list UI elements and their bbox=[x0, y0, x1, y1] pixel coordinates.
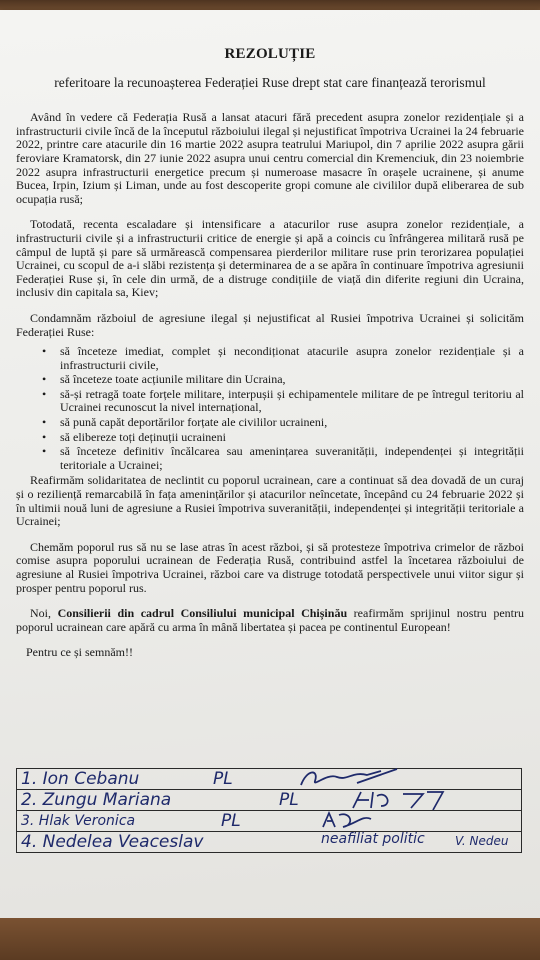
paragraph-final bbox=[16, 607, 524, 634]
signature-cell bbox=[17, 790, 522, 811]
list-item: • să-și retragă toate forțele militare, interpușii și echipamentele militare de pe întregul teritoriu al Ucrainei recunoscut la nivel internațional, bbox=[60, 388, 524, 415]
council-name: Consilierii din cadrul Consiliului municipal Chișinău bbox=[57, 606, 348, 621]
signatory-name: 2. Zungu Mariana bbox=[21, 790, 172, 810]
signoff-line: Pentru ce și semnăm!! bbox=[26, 645, 133, 660]
list-item: • să pună capăt deportărilor forțate ale civililor ucraineni, bbox=[60, 416, 524, 430]
demands-list bbox=[16, 345, 524, 472]
table-row bbox=[17, 832, 522, 853]
final-statement: reafirmăm sprijinul nostru pentru poporul ucrainean care apără cu arma în mână libertatea și pacea pe continentul European! bbox=[16, 606, 524, 634]
paragraph-context: Având în vedere că Federația Rusă a lansat atacuri fără precedent asupra zonelor rezidențiale și a infrastructurii civile încă de la începutul războiului ilegal și nejustificat împotriva Ucrainei la 24 februarie 2022, printre care atacurile din 16 martie 2022 asupra teatrului Mariupol, din 7 aprilie 2022 asupra gării feroviare Kramatorsk, din 27 iunie 2022 asupra unui centru comercial din Kremenciuk, din 23 noiembrie 2022 asupra infrastructurii energetice precum și numeroase masacre în orașele ucrainene, și anume Bucea, Irpin, Izium și Liman, unde au fost descoperite gropi comune ale civililor după eliberarea de sub ocupația rusă; bbox=[16, 110, 524, 206]
wood-surface-bottom bbox=[0, 918, 540, 960]
signature-table bbox=[16, 768, 522, 853]
table-row bbox=[17, 811, 522, 832]
list-item: • să elibereze toți deținuții ucraineni bbox=[60, 431, 524, 445]
handwritten-signature-mark bbox=[317, 809, 377, 833]
signatory-name: 1. Ion Cebanu bbox=[21, 769, 140, 789]
paragraph-solidarity: Reafirmăm solidaritatea de neclintit cu poporul ucrainean, care a continuat să dea dovadă de un curaj și o reziliență remarcabilă în fața amenințărilor și atacurilor neîncetate, începând cu 24 februarie 2022 și în ultimii nouă luni de agresiune a Rusiei împotriva suveranității, independenței și integrității teritoriale a Ucrainei; bbox=[16, 473, 524, 529]
signatory-party: PL bbox=[213, 769, 233, 789]
signatory-name: 4. Nedelea Veaceslav bbox=[21, 832, 204, 852]
signature-cell bbox=[17, 832, 522, 853]
signatory-party: PL bbox=[279, 790, 299, 810]
table-row bbox=[17, 790, 522, 811]
document-title: REZOLUȚIE bbox=[224, 46, 316, 62]
list-item: • să înceteze definitiv încălcarea sau amenințarea suveranității, independenței și integrității teritoriale a Ucrainei; bbox=[60, 445, 524, 472]
paragraph-appeal: Chemăm poporul rus să nu se lase atras în acest război, și să protesteze împotriva crimelor de război comise asupra poporului ucrainean de Federația Rusă, contribuind astfel la încetarea războiului de agresiune al Rusiei împotriva Ucrainei, război care va distruge totodată perspectivele unui viitor sigur și prosper pentru poporul rus. bbox=[16, 539, 524, 595]
final-prefix: Noi, bbox=[30, 606, 58, 621]
signature-cell bbox=[17, 769, 522, 790]
paragraph-condemnation: Condamnăm războiul de agresiune ilegal și nejustificat al Rusiei împotriva Ucrainei și solicităm Federației Ruse: bbox=[16, 310, 524, 339]
document-body bbox=[16, 48, 524, 660]
signature-cell bbox=[17, 811, 522, 832]
list-item: • să înceteze toate acțiunile militare din Ucraina, bbox=[60, 373, 524, 387]
signatory-party: PL bbox=[221, 811, 241, 831]
paragraph-escalation: Totodată, recenta escaladare și intensificare a atacurilor ruse asupra zonelor rezidențiale, a infrastructurii civile și a infrastructurii critice de energie și apă a coincis cu înfrângerea militară rusă pe câmpul de luptă și pare să urmărească compensarea pierderilor militare ruse prin terorizarea populației Ucrainei, cu scopul de a-i slăbi rezistența și determinarea de a se apăra în continuare împotriva agresiunii Federației Ruse și, în cele din urmă, de a distruge condițiile de viață din diferite regiuni din Ucraina, inclusiv din capitala sa, Kiev; bbox=[16, 217, 524, 300]
document-subtitle: referitoare la recunoașterea Federației Ruse drept stat care finanțează terorismul bbox=[54, 74, 486, 90]
signatory-initials: V. Nedeu bbox=[455, 834, 509, 848]
table-row bbox=[17, 769, 522, 790]
list-item: • să înceteze imediat, complet și necondiționat atacurile asupra zonelor rezidențiale și a infrastructurii civile, bbox=[60, 345, 524, 372]
signatory-name: 3. Hlak Veronica bbox=[21, 813, 136, 829]
signatory-party: neafiliat politic bbox=[321, 831, 425, 847]
